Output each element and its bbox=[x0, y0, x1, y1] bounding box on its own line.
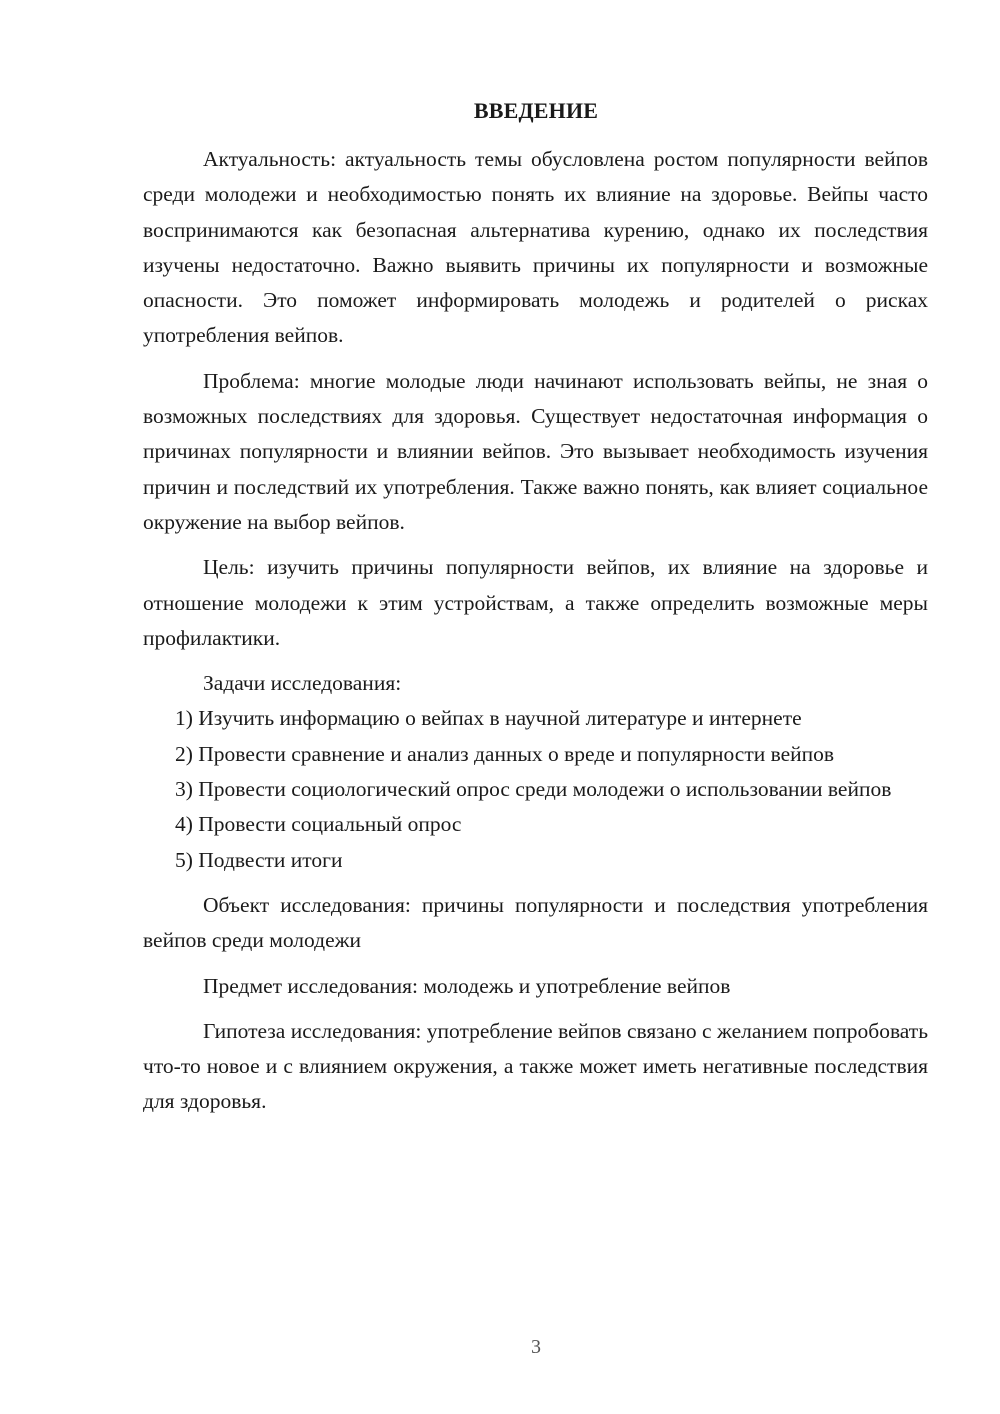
paragraph-relevance: Актуальность: актуальность темы обусловлена ростом популярности вейпов среди молодежи и необходимостью понять их влияние на здоровье. Вейпы часто воспринимаются как безопасная альтернатива курению, однако их последствия изучены недостаточно. Важно выявить причины их популярности и возможные опасности. Это поможет информировать молодежь и родителей о рисках употребления вейпов. bbox=[143, 147, 928, 348]
paragraph-problem: Проблема: многие молодые люди начинают использовать вейпы, не зная о возможных последствиях для здоровья. Существует недостаточная информация о причинах популярности и влиянии вейпов. Это вызывает необходимость изучения причин и последствий их употребления. Также важно понять, как влияет социальное окружение на выбор вейпов. bbox=[143, 368, 928, 534]
paragraph-hypothesis: Гипотеза исследования: употребление вейпов связано с желанием попробовать что-то новое и с влиянием окружения, а также может иметь негативные последствия для здоровья. bbox=[143, 1018, 928, 1114]
section-title: ВВЕДЕНИЕ bbox=[473, 98, 599, 123]
task-item-2: 2) Провести сравнение и анализ данных о вреде и популярности вейпов bbox=[175, 741, 835, 766]
tasks-heading: Задачи исследования: bbox=[203, 671, 402, 696]
task-item-3: 3) Провести социологический опрос среди молодежи о использовании вейпов bbox=[175, 777, 892, 802]
paragraph-subject: Предмет исследования: молодежь и употребление вейпов bbox=[203, 973, 731, 998]
document-body bbox=[143, 142, 928, 1120]
task-item-5: 5) Подвести итоги bbox=[175, 847, 343, 872]
task-item-4: 4) Провести социальный опрос bbox=[175, 812, 462, 837]
task-item-1: 1) Изучить информацию о вейпах в научной литературе и интернете bbox=[175, 706, 802, 731]
paragraph-goal: Цель: изучить причины популярности вейпов, их влияние на здоровье и отношение молодежи к этим устройствам, а также определить возможные меры профилактики. bbox=[143, 555, 928, 650]
paragraph-object: Объект исследования: причины популярности и последствия употребления вейпов среди молодежи bbox=[143, 892, 928, 953]
page-number: 3 bbox=[531, 1336, 541, 1358]
